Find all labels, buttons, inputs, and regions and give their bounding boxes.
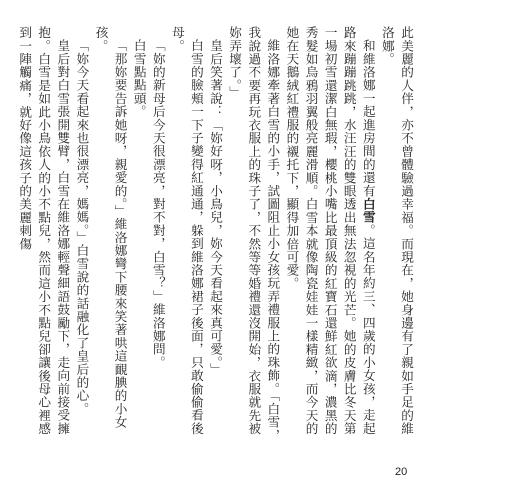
paragraph-9: 「妳今天看起來也很漂亮，媽媽。」白雪說的話融化了皇后的心。 — [74, 38, 90, 416]
paragraph-5: 白雪的臉頰一下子變得紅通通，躲到維洛娜裙子後面，只敢偷偷看後母。 — [169, 26, 204, 435]
paragraph-4: 皇后笑著說：「妳好呀，小鳥兒，妳今天看起來真可愛。」 — [208, 38, 224, 376]
paragraph-10: 皇后對白雪張開雙臂，白雪在維洛娜輕聲細語鼓勵下，走向前接受擁抱。白雪是如此小鳥依人的小不點兒，然而這小不點兒卻讓後母心裡感到一陣觸痛，就好像這孩子的美麗刺傷 — [17, 26, 71, 436]
paragraph-6: 「妳的新母后今天很漂亮，對不對，白雪？」維洛娜問。 — [150, 38, 166, 369]
paragraph-2-before: 和維洛娜一起進房間的還有 — [360, 38, 376, 197]
paragraph-2-after: 。這名年約三、四歲的小女孩，走起路來蹦蹦跳跳，水汪汪的雙眼透出無法忽視的光芒。她的皮膚比冬天第一場初雪還潔白無瑕，櫻桃小嘴比最頂級的紅寶石還鮮紅欲滴，濃黑的秀髮如烏鴉羽翼般亮麗滑順。白雪本就像陶瓷娃娃一樣精緻，而今天的她在天鵝絨紅禮服的襯托下，顯得加倍可愛。 — [284, 26, 376, 436]
paragraph-1: 此美麗的人伴，亦不曾體驗過幸福。而現在，她身邊有了親如手足的維洛娜。 — [379, 26, 414, 436]
paragraph-2 — [282, 26, 377, 446]
body-text — [15, 26, 416, 446]
paragraph-8: 「那妳要告訴她呀，親愛的。」維洛娜彎下腰來笑著哄這靦腆的小女孩。 — [93, 26, 128, 429]
name-snow-white-bold: 白雪 — [360, 197, 376, 224]
page-number: 20 — [395, 466, 408, 478]
paragraph-3: 維洛娜牽著白雪的小手，試圖阻止小女孩玩弄禮服上的珠飾。「白雪，我說過不要再玩衣服上的珠子了，不然等等婚禮還沒開始，衣服就先被妳弄壞了。」 — [227, 26, 281, 442]
paragraph-7: 白雪點點頭。 — [131, 38, 147, 118]
